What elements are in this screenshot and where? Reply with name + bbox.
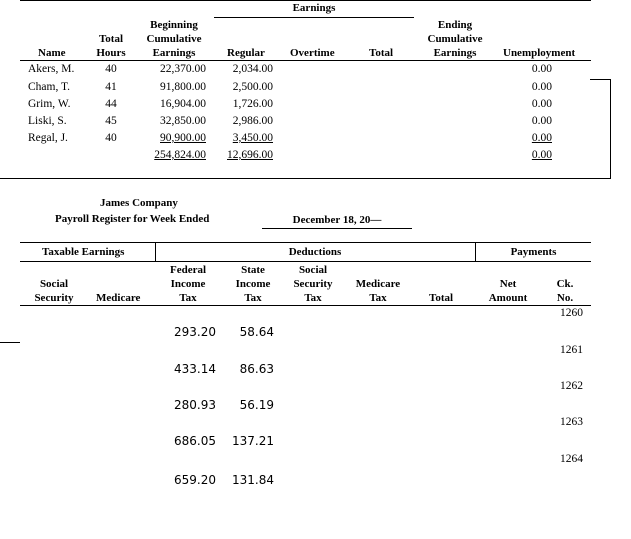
check-number: 1264 (560, 453, 583, 465)
col-header-total-hours: Total Hours (96, 33, 126, 59)
right-bracket-side (610, 79, 611, 179)
total-regular: 12,696.00 (227, 149, 273, 161)
col-header-state: State Income Tax (235, 264, 271, 304)
group-header-payments: Payments (510, 246, 557, 258)
register-title: Payroll Register for Week Ended (55, 213, 210, 225)
header-bottom-rule (20, 60, 591, 61)
group-header-taxable: Taxable Earnings (42, 246, 125, 258)
col-header-medicare-tax: Medicare Tax (355, 278, 401, 304)
col-header-ss-tax: Social Security Tax (293, 264, 333, 304)
state-tax: 56.19 (239, 398, 274, 412)
total-beginning: 254,824.00 (154, 149, 206, 161)
col-header-overtime: Overtime (290, 47, 335, 59)
col-header-ending: Ending Cumulative Earnings (427, 19, 483, 59)
col-header-social-security: Social Security (34, 278, 74, 304)
earnings-group-header: Earnings (292, 2, 336, 14)
state-tax: 131.84 (232, 473, 274, 487)
date-underline (262, 228, 412, 229)
week-ended-date: December 18, 20— (292, 214, 382, 226)
col-header-regular: Regular (227, 47, 265, 59)
bottom-header-rule (20, 305, 591, 306)
col-header-federal: Federal Income Tax (169, 264, 207, 304)
col-header-unemployment: Unemployment (503, 47, 576, 59)
col-header-total: Total (429, 292, 454, 304)
col-header-ck-no: Ck. No. (556, 278, 574, 304)
state-tax: 86.63 (239, 362, 274, 376)
col-header-beginning: Beginning Cumulative Earnings (146, 19, 202, 59)
top-table-bottom-rule (0, 178, 611, 179)
check-number: 1262 (560, 380, 583, 392)
left-margin-rule (0, 342, 20, 343)
col-header-name: Name (38, 47, 66, 59)
col-header-net-amount: Net Amount (488, 278, 528, 304)
federal-tax: 280.93 (174, 398, 216, 412)
bottom-table-top-rule (20, 242, 591, 243)
group-rule (20, 261, 591, 262)
group-header-deductions: Deductions (288, 246, 342, 258)
total-unemployment: 0.00 (531, 149, 552, 161)
federal-tax: 293.20 (174, 325, 216, 339)
col-header-total: Total (369, 47, 394, 59)
check-number: 1261 (560, 344, 583, 356)
federal-tax: 686.05 (174, 434, 216, 448)
right-bracket-top (590, 79, 611, 80)
federal-tax: 433.14 (174, 362, 216, 376)
earnings-group-rule (214, 17, 414, 18)
check-number: 1260 (560, 307, 583, 319)
col-header-medicare: Medicare (96, 292, 141, 304)
state-tax: 58.64 (239, 325, 274, 339)
company-name: James Company (100, 197, 178, 209)
federal-tax: 659.20 (174, 473, 216, 487)
check-number: 1263 (560, 416, 583, 428)
state-tax: 137.21 (232, 434, 274, 448)
